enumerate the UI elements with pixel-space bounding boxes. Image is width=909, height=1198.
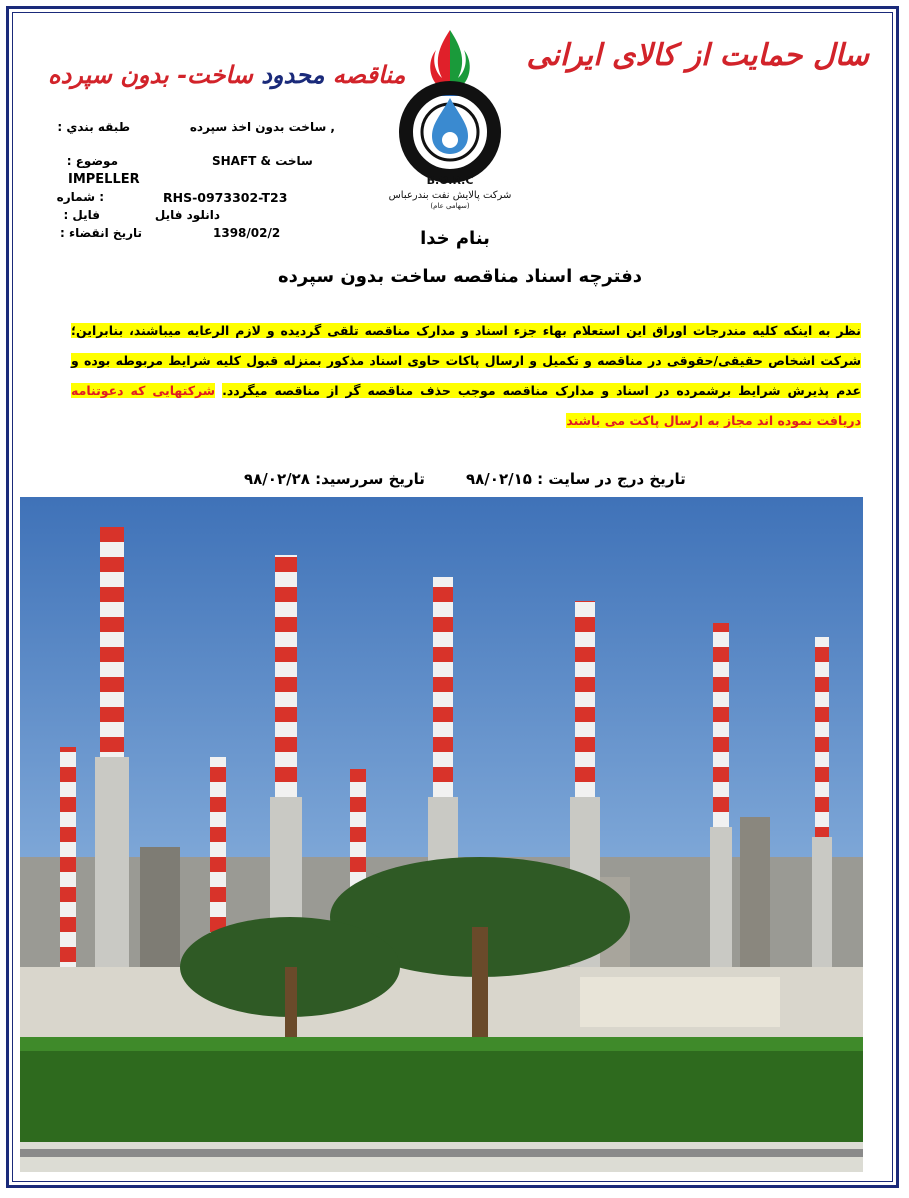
slogan-part-rest: ساخت- بدون سپرده [48, 60, 262, 89]
slogan-iranian-goods: سال حمایت از کالای ایرانی [526, 38, 869, 73]
slogan-tender-type [48, 60, 405, 89]
expiry-value: 1398/02/2 [213, 226, 281, 240]
document-title: دفترچه اسناد مناقصه ساخت بدون سپرده [278, 266, 642, 287]
borc-logo [380, 20, 520, 210]
subject-value: SHAFT & ساخت [212, 154, 313, 168]
subject-label: موضوع : [66, 154, 118, 168]
file-download-link[interactable]: دانلود فایل [154, 208, 220, 222]
logo-acronym: B.O.R.C [426, 174, 474, 187]
logo-company-type: (سهامی عام) [430, 202, 470, 210]
posted-date: تاریخ درج در سایت : ۹۸/۰۲/۱۵ [466, 470, 686, 488]
expiry-label: تاریخ انقضاء : [60, 226, 142, 240]
slogan-part-limited: محدود [261, 60, 325, 89]
tender-notice [71, 316, 861, 436]
notice-text: نظر به اینکه کلیه مندرجات اوراق این استعلام بهاء جزء اسناد و مدارک مناقصه تلقی گردیده و لازم الرعایه میباشند، بنابراین؛ شرکت اشخاص حقیقی/حقوقی در مناقصه و تکمیل و ارسال پاکات حاوی اسناد مذکور بمنزله قبول کلیه شرایط مربوطه بوده و عدم پذیرش شرایط برشمرده در اسناد و مدارک مناقصه موجب حذف مناقصه گر از مناقصه میگردد. [71, 323, 861, 398]
number-label: : شماره [56, 190, 104, 204]
file-label: فایل : [63, 208, 100, 222]
flame-green-icon [450, 30, 470, 86]
due-date: تاریخ سررسید: ۹۸/۰۲/۲۸ [244, 470, 425, 488]
subject-value-cont: IMPELLER [68, 172, 140, 187]
category-value: , ساخت بدون اخذ سپرده [189, 120, 335, 134]
bismillah-heading: بنام خدا [420, 228, 490, 249]
notice-invited-only: شرکتهایی که دعوتنامه دریافت نموده اند مجاز به ارسال پاکت می باشند [71, 383, 861, 428]
category-label: طبقه بندي : [57, 120, 130, 134]
number-value: RHS-0973302-T23 [163, 190, 288, 205]
slogan-part-tender: مناقصه [324, 60, 406, 89]
refinery-photo [20, 497, 863, 1172]
logo-company-name: شرکت پالایش نفت بندرعباس [388, 190, 512, 201]
flame-red-icon [430, 30, 450, 86]
